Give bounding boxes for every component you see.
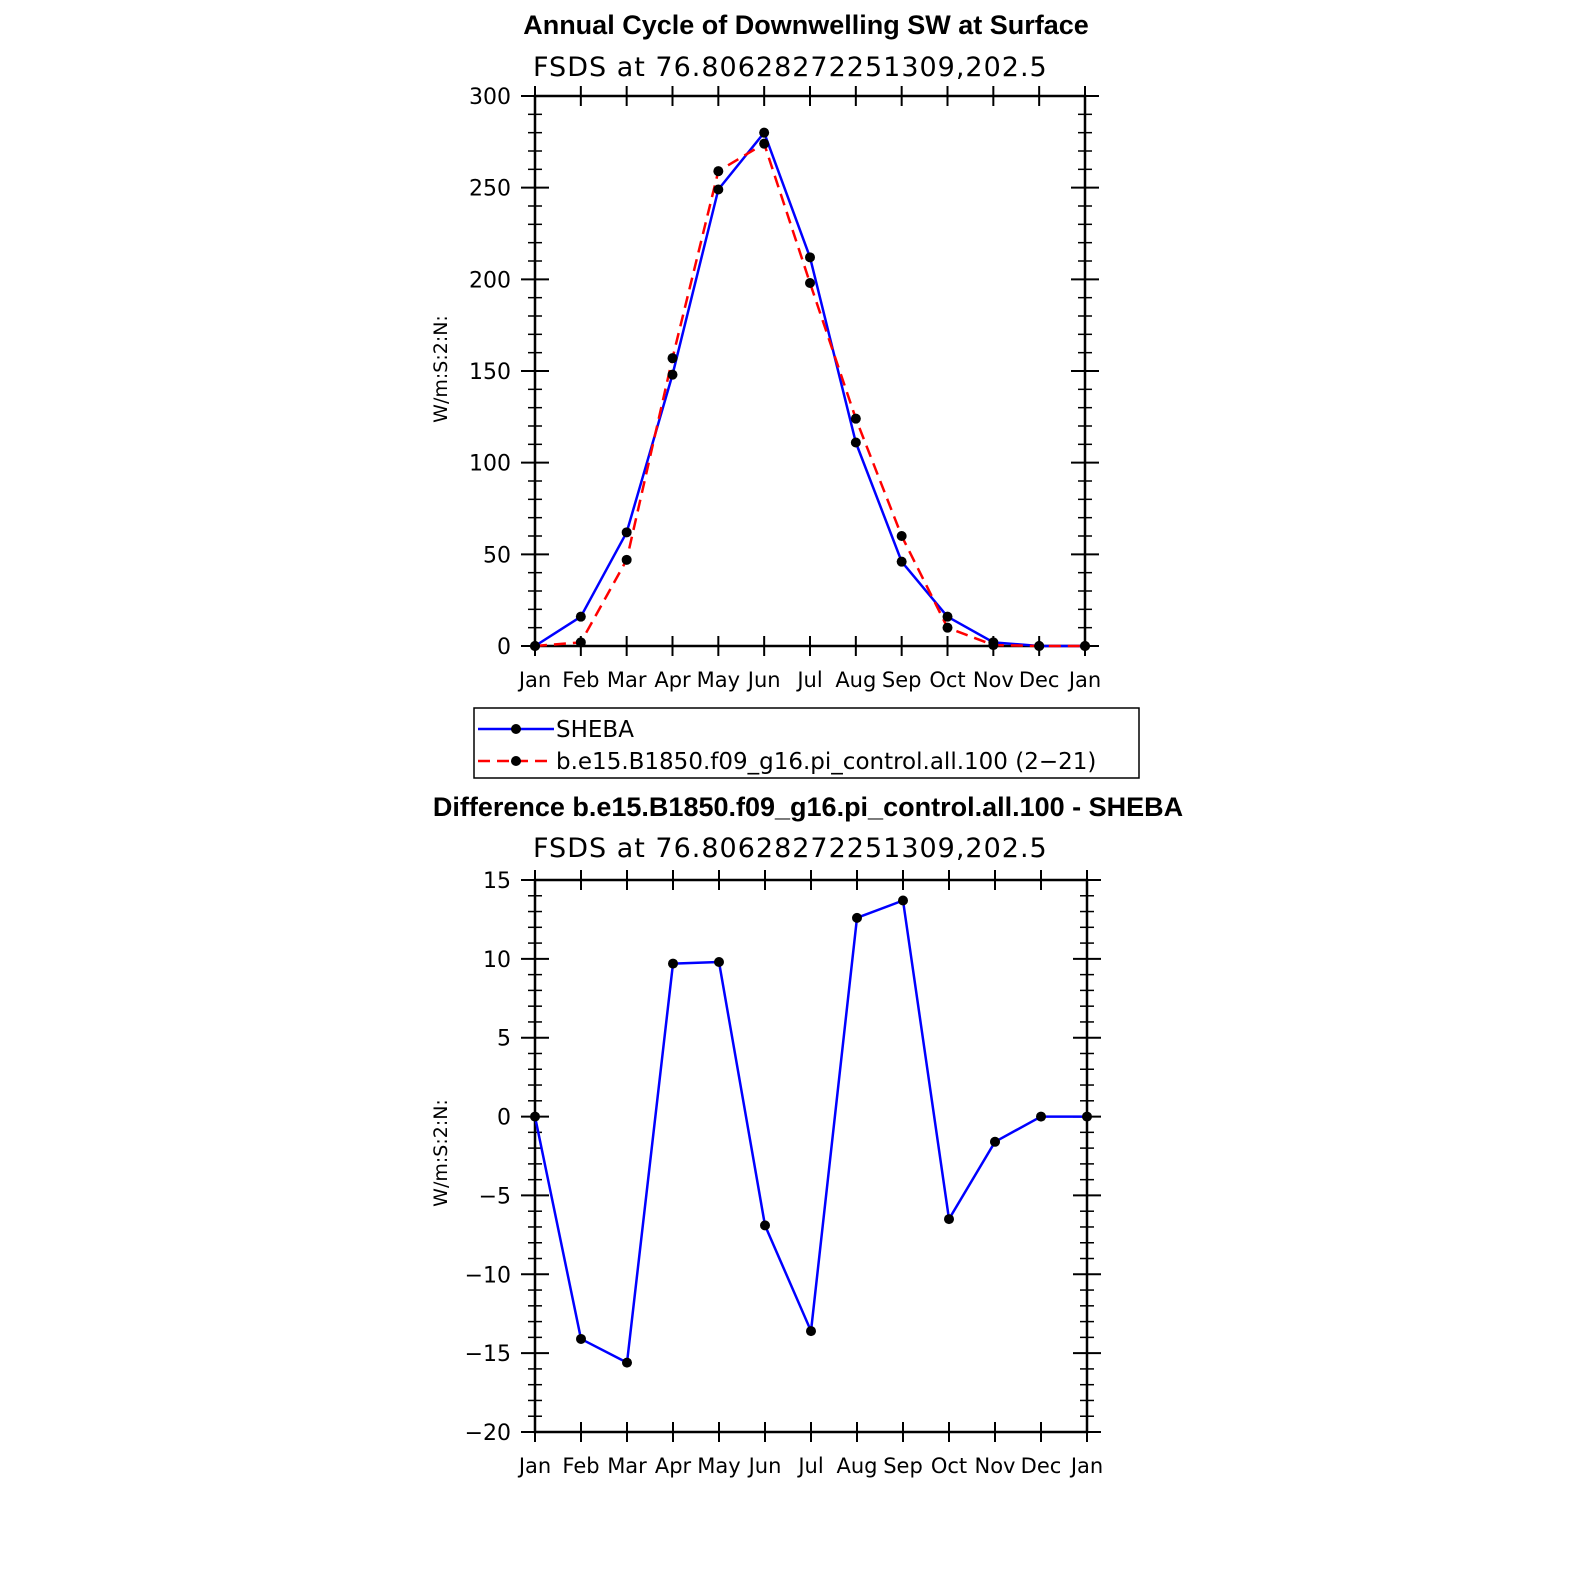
top-chart-subtitle: FSDS at 76.80628272251309,202.5 [533,52,1048,83]
top-series-0-point [668,370,678,380]
top-x-tick-label: Feb [562,668,600,692]
top-series-1-point [576,637,586,647]
top-axes [469,85,1101,692]
top-series-1-point [759,139,769,149]
bottom-series-0-point [622,1358,632,1368]
top-series-1-point [530,641,540,651]
bottom-x-tick-label: Mar [607,1454,647,1478]
bottom-series-0-point [1036,1112,1046,1122]
top-series-0-line [535,133,1085,646]
top-y-tick-label: 0 [497,635,511,660]
bottom-y-tick-label: −10 [464,1263,511,1289]
bottom-y-axis-label: W/m:S:2:N: [430,1099,452,1207]
legend-label-model: b.e15.B1850.f09_g16.pi_control.all.100 (2−21) [556,749,1097,775]
top-series-0-point [759,128,769,138]
bottom-series-0-point [806,1326,816,1336]
bottom-y-tick-label: −5 [478,1184,511,1210]
bottom-series-0-point [576,1334,586,1344]
top-plot-area [530,128,1090,651]
bottom-x-tick-label: Aug [836,1454,878,1478]
bottom-y-tick-label: 10 [483,947,511,973]
top-series-1-point [943,623,953,633]
bottom-y-tick-label: −20 [464,1421,511,1446]
top-series-1-line [535,144,1085,646]
bottom-panel [430,792,1183,1478]
bottom-plot-frame [535,880,1087,1432]
top-x-tick-label: Nov [972,668,1014,692]
top-chart-title: Annual Cycle of Downwelling SW at Surface [523,10,1089,40]
top-series-0-point [897,557,907,567]
legend-marker-model [511,756,521,766]
bottom-x-tick-label: Jun [748,1454,782,1478]
bottom-y-tick-label: 5 [497,1026,511,1052]
top-y-axis-label: W/m:S:2:N: [430,315,452,423]
bottom-y-tick-label: 15 [483,869,511,894]
bottom-x-tick-label: Sep [883,1454,923,1478]
top-y-tick-label: 150 [469,360,511,385]
bottom-x-tick-label: Dec [1020,1454,1062,1478]
bottom-x-tick-label: Apr [654,1454,692,1478]
bottom-series-0-point [990,1137,1000,1147]
top-x-tick-label: Jan [518,668,552,692]
top-x-tick-label: Mar [606,668,647,692]
bottom-series-0-point [898,896,908,906]
top-y-tick-label: 200 [469,268,511,294]
bottom-x-tick-label: Jul [798,1454,824,1478]
bottom-chart-title: Difference b.e15.B1850.f09_g16.pi_control.all.100 - SHEBA [432,792,1184,822]
top-x-tick-label: Apr [654,668,691,692]
top-series-1-point [713,166,723,176]
bottom-x-tick-label: Feb [562,1454,600,1478]
top-series-1-point [988,640,998,650]
top-y-tick-label: 250 [469,176,511,202]
bottom-x-tick-label: May [697,1454,741,1478]
top-series-1-point [851,414,861,424]
top-series-0-point [713,185,723,195]
top-series-1-point [897,531,907,541]
bottom-plot-area [530,896,1092,1368]
legend-entry-model [478,749,1096,775]
top-x-tick-label: Jan [1068,668,1102,692]
bottom-series-0-line [535,901,1087,1363]
top-x-tick-label: Jun [747,668,781,692]
top-x-tick-label: Aug [835,668,877,692]
top-plot-frame [535,96,1085,646]
top-series-1-point [668,353,678,363]
top-y-tick-label: 100 [469,451,511,477]
top-y-tick-label: 300 [469,85,511,110]
top-x-tick-label: Dec [1018,668,1060,692]
bottom-series-0-point [760,1220,770,1230]
top-series-0-point [622,527,632,537]
bottom-series-0-point [1082,1112,1092,1122]
legend-marker-sheba [511,724,521,734]
legend-label-sheba: SHEBA [556,717,634,743]
bottom-x-tick-label: Jan [1070,1454,1104,1478]
bottom-y-tick-label: 0 [497,1105,511,1131]
top-x-tick-label: Sep [881,668,922,692]
bottom-x-tick-label: Nov [974,1454,1016,1478]
top-y-tick-label: 50 [483,543,511,569]
bottom-x-tick-label: Jan [518,1454,552,1478]
bottom-series-0-point [668,959,678,969]
top-series-0-point [943,612,953,622]
bottom-series-0-point [852,913,862,923]
bottom-y-tick-label: −15 [464,1342,511,1368]
bottom-series-0-point [714,957,724,967]
top-panel [430,10,1101,692]
top-series-1-point [1034,641,1044,651]
bottom-series-0-point [944,1214,954,1224]
top-series-1-point [1080,641,1090,651]
top-series-0-point [805,252,815,262]
top-x-tick-label: Oct [929,668,966,692]
top-series-0-point [851,438,861,448]
top-series-0-point [576,612,586,622]
bottom-x-tick-label: Oct [930,1454,968,1478]
top-series-1-point [622,555,632,565]
top-x-tick-label: May [696,668,741,692]
bottom-chart-subtitle: FSDS at 76.80628272251309,202.5 [533,833,1048,864]
bottom-axes [465,869,1104,1478]
top-series-1-point [805,278,815,288]
top-x-tick-label: Jul [797,668,823,692]
legend [474,708,1139,778]
bottom-series-0-point [530,1112,540,1122]
